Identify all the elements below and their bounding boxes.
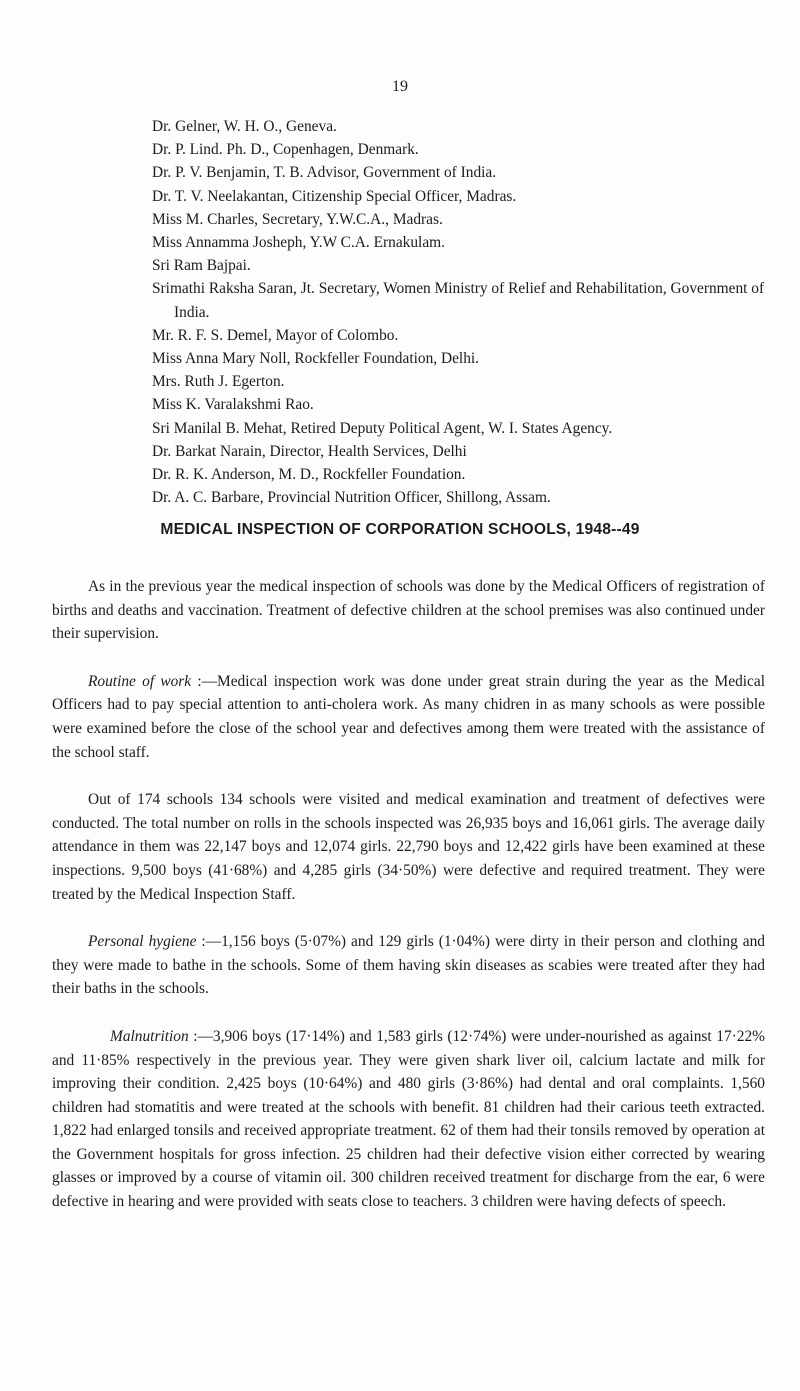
hygiene-paragraph xyxy=(52,930,765,1001)
malnutrition-text: :—3,906 boys (17·14%) and 1,583 girls (12·74%) were under-nourished as against 17·22% and 11·85% respectively in the previous year. They were given shark liver oil, calcium lactate and milk for improving their condition. 2,425 boys (10·64%) and 480 girls (3·86%) had dental and oral complaints. 1,560 children had stomatitis and were treated at the schools with benefit. 81 children had their carious teeth extracted. 1,822 had enlarged tonsils and received appropriate treatment. 62 of them had their tonsils removed by operation at the Government hospitals for gross infection. 25 children had their defective vision either corrected by wearing glasses or improved by a course of vitamin oil. 300 children received treatment for discharge from the ear, 6 were defective in hearing and were provided with seats close to teachers. 3 children were having defects of speech. xyxy=(52,1027,765,1211)
attendee-item: Miss Anna Mary Noll, Rockfeller Foundation, Delhi. xyxy=(152,350,480,368)
attendee-item: Dr. Barkat Narain, Director, Health Services, Delhi xyxy=(152,442,467,460)
attendee-item: Mrs. Ruth J. Egerton. xyxy=(152,373,285,391)
attendee-item: Dr. R. K. Anderson, M. D., Rockfeller Foundation. xyxy=(152,466,466,484)
page-number: 19 xyxy=(392,78,408,95)
intro-paragraph: As in the previous year the medical inspection of schools was done by the Medical Officers of registration of births and deaths and vaccination. Treatment of defective children at the school premises was also continued under their supervision. xyxy=(52,578,765,643)
attendee-item: Sri Ram Bajpai. xyxy=(152,257,251,275)
attendee-item: Dr. P. V. Benjamin, T. B. Advisor, Government of India. xyxy=(152,164,497,182)
attendee-item: Miss M. Charles, Secretary, Y.W.C.A., Madras. xyxy=(152,210,443,228)
routine-lead: Routine of work xyxy=(88,672,192,690)
statistics-paragraph: Out of 174 schools 134 schools were visited and medical examination and treatment of defectives were conducted. The total number on rolls in the schools inspected was 26,935 boys and 16,061 girls. The average daily attendance in them was 22,147 boys and 12,074 girls. 22,790 boys and 12,422 girls have been examined at these inspections. 9,500 boys (41·68%) and 4,285 girls (34·50%) were defective and required treatment. They were treated by the Medical Inspection Staff. xyxy=(52,791,765,903)
hygiene-lead: Personal hygiene xyxy=(88,933,197,951)
attendee-item: Srimathi Raksha Saran, Jt. Secretary, Women Ministry of Relief and Rehabilitation, Government of India. xyxy=(152,280,765,321)
report-body xyxy=(52,575,765,1238)
malnutrition-paragraph xyxy=(52,1025,765,1214)
attendee-item: Sri Manilal B. Mehat, Retired Deputy Political Agent, W. I. States Agency. xyxy=(152,419,613,437)
hygiene-text: :—1,156 boys (5·07%) and 129 girls (1·04%) were dirty in their person and clothing and they were made to bathe in the schools. Some of them having skin diseases as scabies were treated after they had their baths in the schools. xyxy=(52,933,765,998)
attendee-item: Dr. T. V. Neelakantan, Citizenship Special Officer, Madras. xyxy=(152,187,517,205)
malnutrition-lead: Malnutrition xyxy=(110,1027,189,1045)
section-heading: MEDICAL INSPECTION OF CORPORATION SCHOOLS, 1948--49 xyxy=(160,521,640,538)
attendee-item: Miss Annamma Josheph, Y.W C.A. Ernakulam. xyxy=(152,234,445,252)
routine-paragraph xyxy=(52,670,765,764)
attendee-item: Dr. P. Lind. Ph. D., Copenhagen, Denmark. xyxy=(152,141,419,159)
attendee-item: Miss K. Varalakshmi Rao. xyxy=(152,396,314,414)
attendee-item: Dr. A. C. Barbare, Provincial Nutrition Officer, Shillong, Assam. xyxy=(152,489,551,507)
attendee-list xyxy=(152,115,772,509)
attendee-item: Mr. R. F. S. Demel, Mayor of Colombo. xyxy=(152,326,399,344)
attendee-item: Dr. Gelner, W. H. O., Geneva. xyxy=(152,118,337,135)
routine-text: :—Medical inspection work was done under great strain during the year as the Medical Officers had to pay special attention to anti-cholera work. As many chidren in as many schools as were possible were examined before the close of the school year and defectives among them were treated with the assistance of the school staff. xyxy=(52,672,765,761)
